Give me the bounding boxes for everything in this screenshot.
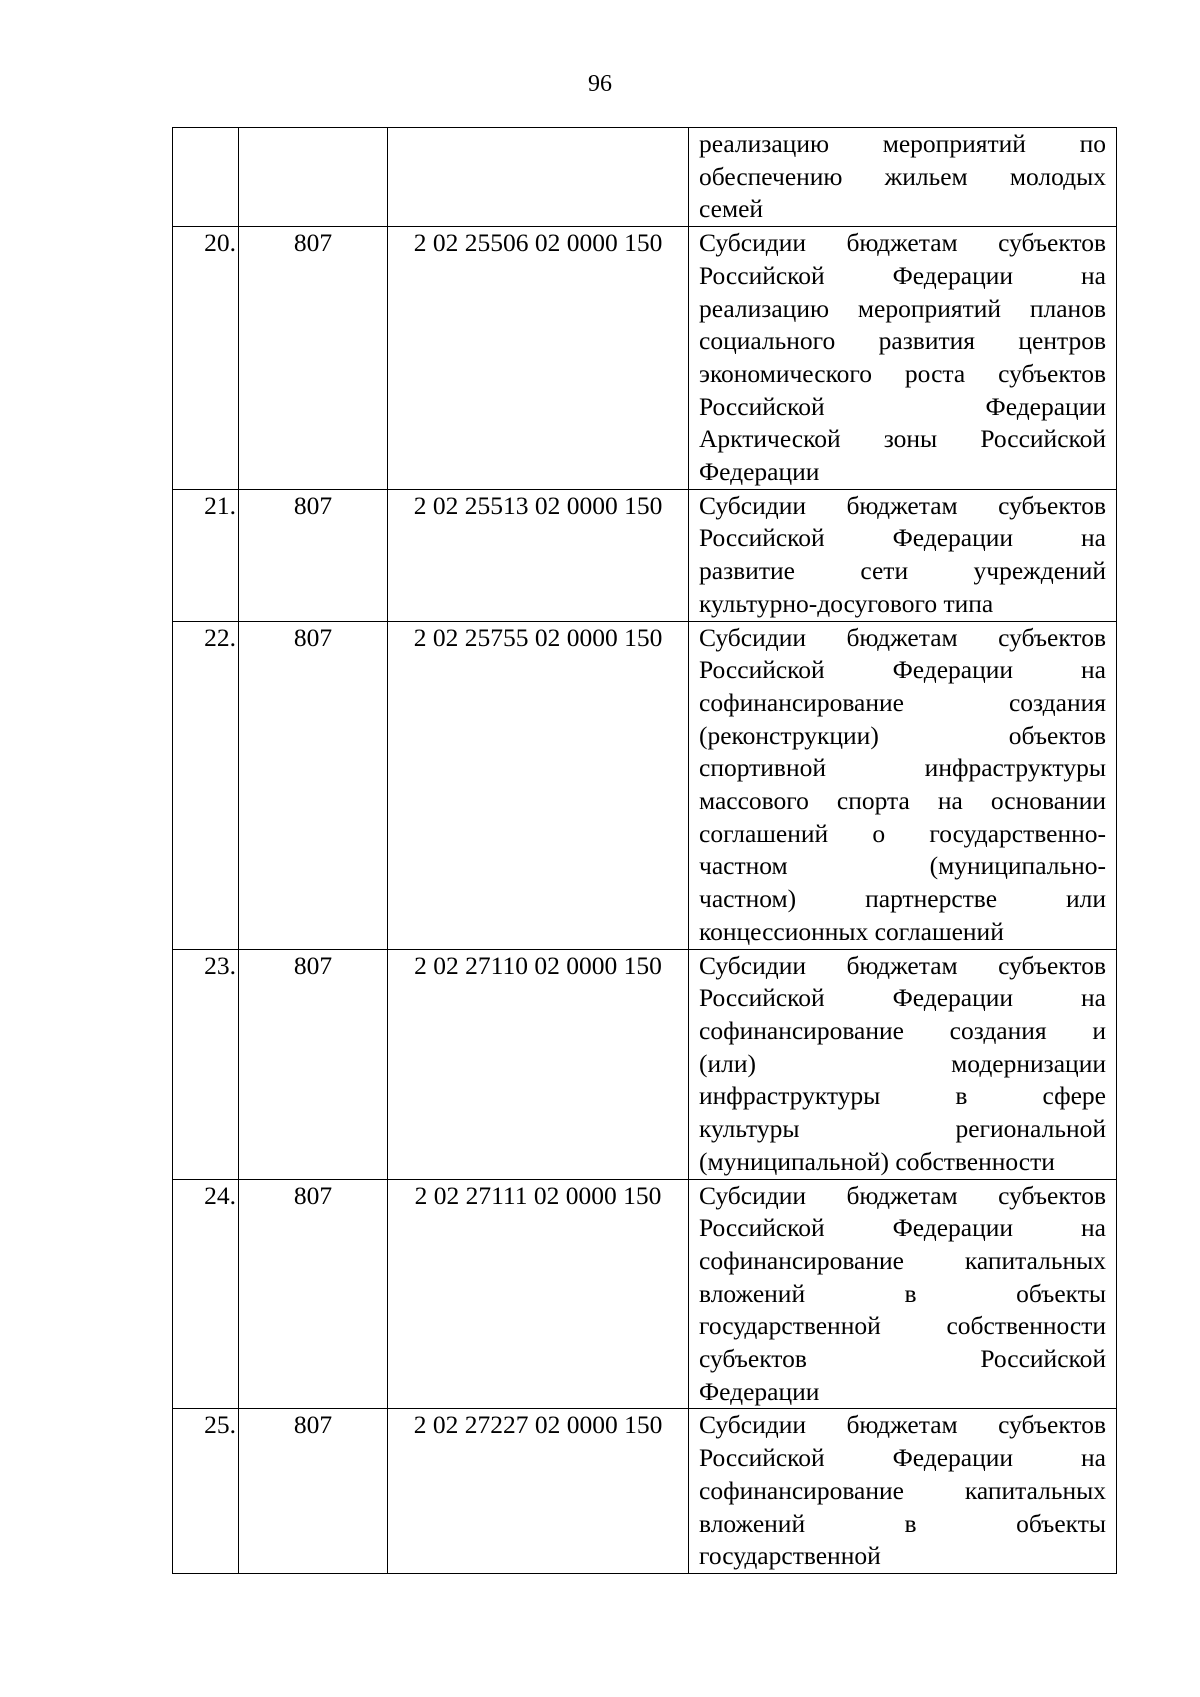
revenue-name-line: Субсидии бюджетам субъектов xyxy=(699,228,1106,258)
revenue-name-line: реализацию мероприятий планов xyxy=(699,293,1106,323)
revenue-name-cell xyxy=(689,489,1117,621)
row-number-cell xyxy=(173,227,239,490)
table-row xyxy=(173,1409,1117,1574)
revenue-name-line: Российской Федерации на xyxy=(699,260,1106,290)
revenue-name-line: реализацию мероприятий по xyxy=(699,129,1106,158)
admin-code-cell: 807 xyxy=(239,489,388,621)
budget-classification-code-cell xyxy=(388,128,689,227)
admin-code-cell xyxy=(239,128,388,227)
revenue-name-line: частном) партнерстве или xyxy=(699,884,1106,914)
row-number-cell xyxy=(173,489,239,621)
revenue-name-line: Федерации xyxy=(699,1376,820,1406)
table-row xyxy=(173,489,1117,621)
table-row xyxy=(173,1179,1117,1409)
revenue-name-line: семей xyxy=(699,194,764,224)
page-number: 96 xyxy=(588,71,612,97)
row-number-cell xyxy=(173,949,239,1179)
revenue-name-cell xyxy=(689,621,1117,949)
revenue-name-line: Российской Федерации на xyxy=(699,655,1106,685)
admin-code-cell: 807 xyxy=(239,1179,388,1409)
admin-code-cell: 807 xyxy=(239,621,388,949)
revenue-name-line: государственной xyxy=(699,1541,881,1571)
admin-code-cell: 807 xyxy=(239,1409,388,1574)
revenue-name-line: инфраструктуры в сфере xyxy=(699,1081,1106,1111)
revenue-name-line: (реконструкции) объектов xyxy=(699,720,1106,750)
row-number: 21. xyxy=(204,490,236,520)
revenue-name-line: Субсидии бюджетам субъектов xyxy=(699,1410,1106,1440)
revenue-name-line: софинансирование капитальных xyxy=(699,1245,1106,1275)
row-number-cell xyxy=(173,128,239,227)
table-row xyxy=(173,621,1117,949)
revenue-name-cell xyxy=(689,227,1117,490)
row-number: 25. xyxy=(204,1410,236,1440)
revenue-name-line: софинансирование создания xyxy=(699,687,1106,717)
revenue-name-line: концессионных соглашений xyxy=(699,916,1004,946)
budget-classification-code-cell: 2 02 27227 02 0000 150 xyxy=(388,1409,689,1574)
revenue-codes-table xyxy=(172,127,1117,1574)
revenue-name-line: (или) модернизации xyxy=(699,1048,1106,1078)
revenue-name-line: Российской Федерации на xyxy=(699,1213,1106,1243)
row-number-cell xyxy=(173,1179,239,1409)
revenue-name-line: развитие сети учреждений xyxy=(699,556,1106,586)
admin-code-cell: 807 xyxy=(239,949,388,1179)
revenue-name-cell xyxy=(689,1179,1117,1409)
row-number: 20. xyxy=(204,228,236,258)
budget-classification-code-cell: 2 02 27111 02 0000 150 xyxy=(388,1179,689,1409)
revenue-name-line: массового спорта на основании xyxy=(699,786,1106,816)
revenue-name-line: Субсидии бюджетам субъектов xyxy=(699,490,1106,520)
revenue-name-line: соглашений о государственно- xyxy=(699,818,1106,848)
revenue-name-line: софинансирование создания и xyxy=(699,1015,1106,1045)
revenue-name-line: частном (муниципально- xyxy=(699,851,1106,881)
revenue-name-line: обеспечению жильем молодых xyxy=(699,161,1106,191)
row-number-cell xyxy=(173,621,239,949)
table-body xyxy=(173,128,1117,1574)
revenue-name-line: государственной собственности xyxy=(699,1311,1106,1341)
row-number: 22. xyxy=(204,622,236,652)
revenue-name-line: Российской Федерации xyxy=(699,391,1106,421)
row-number-cell xyxy=(173,1409,239,1574)
revenue-name-line: субъектов Российской xyxy=(699,1344,1106,1374)
row-number: 23. xyxy=(204,950,236,980)
revenue-name-cell xyxy=(689,1409,1117,1574)
revenue-name-cell xyxy=(689,949,1117,1179)
row-number: 24. xyxy=(204,1180,236,1210)
table-row xyxy=(173,949,1117,1179)
budget-classification-code-cell: 2 02 25755 02 0000 150 xyxy=(388,621,689,949)
revenue-name-line: Арктической зоны Российской xyxy=(699,424,1106,454)
revenue-name-line: Российской Федерации на xyxy=(699,523,1106,553)
revenue-name-line: Субсидии бюджетам субъектов xyxy=(699,622,1106,652)
revenue-name-cell xyxy=(689,128,1117,227)
admin-code-cell: 807 xyxy=(239,227,388,490)
revenue-name-line: Федерации xyxy=(699,457,820,487)
revenue-name-line: Субсидии бюджетам субъектов xyxy=(699,1180,1106,1210)
revenue-name-line: спортивной инфраструктуры xyxy=(699,753,1106,783)
revenue-name-line: вложений в объекты xyxy=(699,1508,1106,1538)
table-row xyxy=(173,128,1117,227)
revenue-name-line: софинансирование капитальных xyxy=(699,1475,1106,1505)
revenue-name-line: (муниципальной) собственности xyxy=(699,1146,1055,1176)
budget-classification-code-cell: 2 02 27110 02 0000 150 xyxy=(388,949,689,1179)
revenue-name-line: социального развития центров xyxy=(699,326,1106,356)
revenue-name-line: Российской Федерации на xyxy=(699,983,1106,1013)
revenue-name-line: вложений в объекты xyxy=(699,1278,1106,1308)
budget-classification-code-cell: 2 02 25506 02 0000 150 xyxy=(388,227,689,490)
revenue-name-line: культуры региональной xyxy=(699,1114,1106,1144)
revenue-name-line: Российской Федерации на xyxy=(699,1443,1106,1473)
revenue-name-line: экономического роста субъектов xyxy=(699,358,1106,388)
budget-classification-code-cell: 2 02 25513 02 0000 150 xyxy=(388,489,689,621)
revenue-name-line: культурно-досугового типа xyxy=(699,588,994,618)
table-row xyxy=(173,227,1117,490)
revenue-name-line: Субсидии бюджетам субъектов xyxy=(699,950,1106,980)
